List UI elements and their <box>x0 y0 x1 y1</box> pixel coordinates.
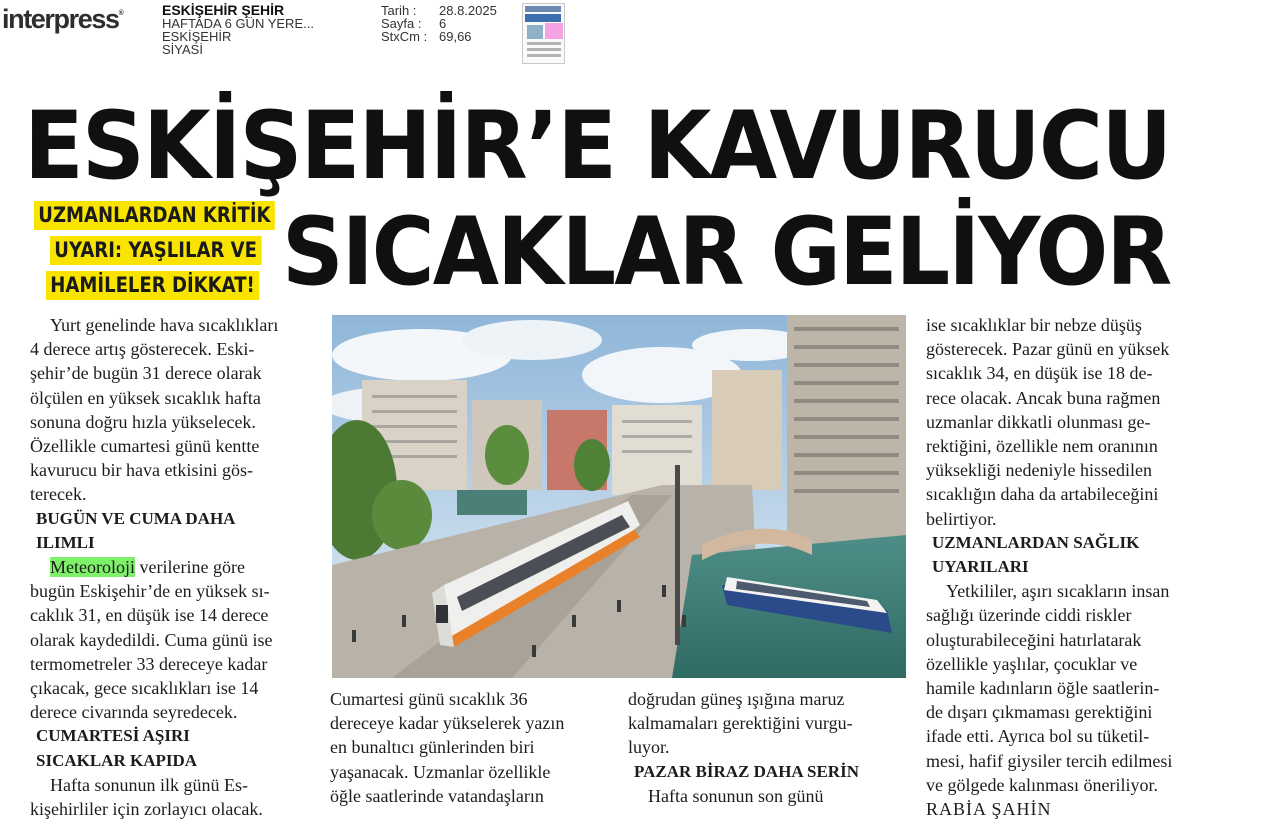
paragraph-line: ölçülen en yüksek sıcaklık hafta <box>30 387 261 408</box>
paragraph <box>30 773 310 821</box>
logo-mark: ® <box>118 10 124 17</box>
paragraph <box>628 784 898 808</box>
subheadline-line-3: HAMİLELER DİKKAT! <box>46 271 259 300</box>
section-heading <box>628 760 898 784</box>
section-heading-line: ILIMLI <box>36 532 95 552</box>
paragraph-line: ve gölgede kalınması öneriliyor. <box>926 774 1158 795</box>
highlighted-term: Meteoroloji <box>50 557 135 578</box>
paragraph-line: hamile kadınların öğle saatlerin- <box>926 678 1160 699</box>
paragraph-line: en bunaltıcı günlerinden biri <box>330 737 535 758</box>
date-label: Tarih : <box>381 3 417 18</box>
paragraph-line: şehir’de bugün 31 derece olarak <box>30 363 262 384</box>
paragraph-line: yaşanacak. Uzmanlar özellikle <box>330 761 551 782</box>
paragraph <box>30 555 310 724</box>
section-heading-line: BUGÜN VE CUMA DAHA <box>36 508 236 528</box>
paragraph-lines <box>30 579 310 724</box>
paragraph-line: Yurt genelinde hava sıcaklıkları <box>50 315 279 335</box>
clipping-meta <box>381 4 497 43</box>
paragraph-line: ifade etti. Ayrıca bol su tüketil- <box>926 726 1150 747</box>
paragraph-line: belirtiyor. <box>926 508 997 529</box>
paragraph-line: rece olacak. Ancak buna rağmen <box>926 387 1161 408</box>
headline-line-1: ESKİŞEHİR’E KAVURUCU <box>24 92 1171 201</box>
section-heading-line: CUMARTESİ AŞIRI <box>36 726 190 746</box>
paragraph-line: kalmamaları gerektiğini vurgu- <box>628 713 853 734</box>
paragraph-line: Özellikle cumartesi günü kentte <box>30 436 260 457</box>
paragraph-line: Hafta sonunun ilk günü Es- <box>50 774 248 795</box>
paragraph-line: kişehirliler için zorlayıcı olacak. <box>30 799 263 820</box>
paragraph-line: Yetkililer, aşırı sıcakların insan <box>946 581 1170 602</box>
author-line <box>926 797 1206 821</box>
paragraph-line: kavurucu bir hava etkisini gös- <box>30 460 253 481</box>
paragraph-line: mesi, hafif giysiler tercih edilmesi <box>926 750 1173 771</box>
paragraph-line: çıkacak, gece sıcaklıkları ise 14 <box>30 678 259 699</box>
paragraph-line: bugün Eskişehir’de en yüksek sı- <box>30 581 270 602</box>
section-heading-line: UZMANLARDAN SAĞLIK <box>932 532 1140 552</box>
paragraph <box>330 687 600 808</box>
date-value: 28.8.2025 <box>439 3 497 18</box>
article-column-1 <box>30 313 310 821</box>
paragraph-line: sıcaklık 34, en düşük ise 18 de- <box>926 363 1153 384</box>
paragraph-line: gösterecek. Pazar günü en yüksek <box>926 339 1170 360</box>
paragraph-line: sonuna doğru hızla yükselecek. <box>30 411 256 432</box>
subheadline-line-2: UYARI: YAŞLILAR VE <box>50 236 261 265</box>
section-heading <box>926 531 1206 579</box>
page-thumbnail[interactable] <box>522 3 565 64</box>
article-column-3 <box>628 687 898 808</box>
paragraph-line: luyor. <box>628 737 670 758</box>
logo-text: interpress <box>2 4 119 34</box>
paragraph-line: sağlığı üzerinde ciddi riskler <box>926 605 1132 626</box>
headline-line-2: SICAKLAR GELİYOR <box>282 198 1171 307</box>
city-tram-photo <box>332 315 906 678</box>
paragraph-line: de dışarı çıkmaması gerektiğini <box>926 702 1153 723</box>
stxcm-value: 69,66 <box>439 29 472 44</box>
publication-city: ESKİŞEHİR <box>162 29 232 44</box>
section-heading <box>30 724 310 772</box>
paragraph-line: uzmanlar dikkatli olunması ge- <box>926 411 1151 432</box>
publication-frequency: HAFTADA 6 GÜN YERE... <box>162 16 314 31</box>
publication-info <box>162 4 314 56</box>
article-column-2 <box>330 687 600 808</box>
subheadline-line-1: UZMANLARDAN KRİTİK <box>34 201 275 230</box>
section-heading <box>30 507 310 555</box>
publication-category: SİYASİ <box>162 42 203 57</box>
paragraph-line: ise sıcaklıklar bir nebze düşüş <box>926 315 1142 335</box>
paragraph-line: oluşturabileceğini hatırlatarak <box>926 629 1142 650</box>
paragraph-line: öğle saatlerinde vatandaşların <box>330 785 544 806</box>
article-column-4 <box>926 313 1206 821</box>
section-heading-line: PAZAR BİRAZ DAHA SERİN <box>634 761 859 781</box>
page-value: 6 <box>439 16 447 31</box>
paragraph <box>926 579 1206 797</box>
publication-name: ESKİŞEHİR ŞEHİR <box>162 2 285 18</box>
paragraph-line <box>30 555 310 579</box>
stxcm-label: StxCm : <box>381 29 428 44</box>
paragraph <box>628 687 898 760</box>
paragraph-line: sıcaklığın daha da artabileceğini <box>926 484 1159 505</box>
paragraph-line: termometreler 33 dereceye kadar <box>30 653 268 674</box>
paragraph-line: derece civarında seyredecek. <box>30 702 238 723</box>
interpress-logo <box>2 4 124 35</box>
clipping-header <box>0 0 1282 66</box>
page-label: Sayfa : <box>381 16 422 31</box>
paragraph-line-rest: verilerine göre <box>134 557 245 578</box>
paragraph-line: Hafta sonunun son günü <box>648 785 824 806</box>
stxcm-row <box>381 30 497 43</box>
paragraph-line: 4 derece artış gösterecek. Eski- <box>30 339 255 360</box>
paragraph-line: caklık 31, en düşük ise 14 derece <box>30 605 269 626</box>
paragraph-line: dereceye kadar yükselerek yazın <box>330 713 565 734</box>
paragraph-line: olarak kaydedildi. Cuma günü ise <box>30 629 273 650</box>
paragraph-line: yüksekliği nedeniyle hissedilen <box>926 460 1152 481</box>
paragraph <box>926 313 1206 531</box>
paragraph-line: özellikle yaşlılar, çocuklar ve <box>926 653 1138 674</box>
paragraph-line: doğrudan güneş ışığına maruz <box>628 689 845 709</box>
section-heading-line: SICAKLAR KAPIDA <box>36 750 198 770</box>
section-heading-line: UYARILARI <box>932 557 1029 577</box>
paragraph-line: rektiğini, özellikle nem oranının <box>926 436 1158 457</box>
article-photo <box>332 315 906 678</box>
paragraph-line: Cumartesi günü sıcaklık 36 <box>330 689 528 709</box>
author: RABİA ŞAHİN <box>926 799 1052 820</box>
paragraph-line: terecek. <box>30 484 87 505</box>
paragraph <box>30 313 310 507</box>
